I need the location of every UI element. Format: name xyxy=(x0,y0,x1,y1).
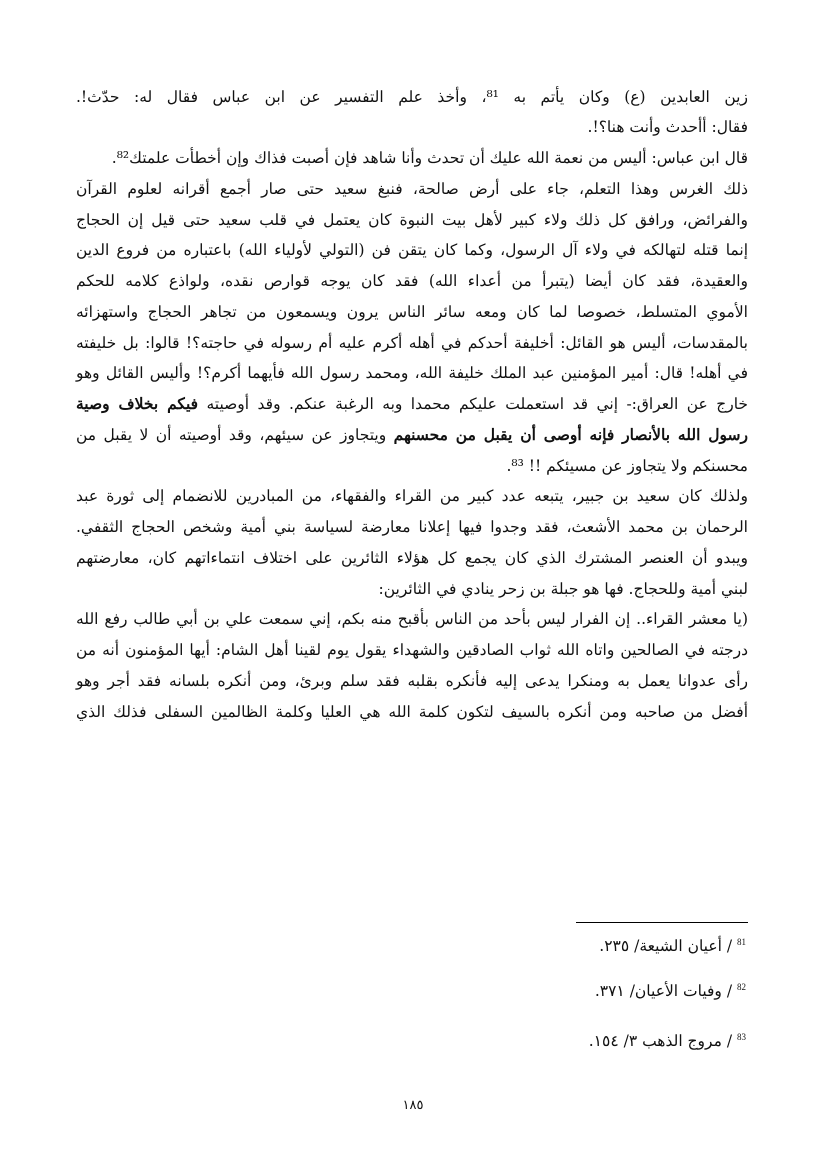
body-line: فقال: أأحدث وأنت هنا؟!. xyxy=(587,118,748,136)
body-line: محسنكم ولا يتجاوز عن مسيئكم !! ⁸³. xyxy=(506,457,748,475)
body-line: أفضل من صاحبه ومن أنكره بالسيف لتكون كلمة الله هي العليا وكلمة الظالمين السفلى فذلك الذي xyxy=(76,703,748,721)
footnote-number: 82 xyxy=(737,982,746,992)
page-number: ١٨٥ xyxy=(402,1098,424,1113)
body-line: رأى عدوانا يعمل به ومنكرا يدعى إليه فأنكره بقلبه فقد سلم وبرئ، ومن أنكره بلسانه فقد أجر وهو xyxy=(76,672,748,690)
footnote-separator xyxy=(576,922,748,923)
body-line: بالمقدسات، أليس هو القائل: أخليفة أحدكم في أهله أكرم عليه أم رسوله في حاجته؟! قالوا: بل خليفته xyxy=(76,334,748,352)
body-line: ولذلك كان سعيد بن جبير، يتبعه عدد كبير من القراء والفقهاء، من المبادرين للانضمام إلى ثورة عبد xyxy=(76,487,748,505)
body-text: ويتجاوز عن سيئهم، وقد أوصيته أن لا يقبل من xyxy=(76,426,387,444)
footnote xyxy=(589,1032,746,1050)
body-text: خارج عن العراق:- إني قد استعملت عليكم محمدا وبه الرغبة عنكم. وقد أوصيته xyxy=(206,395,749,413)
body-line: قال ابن عباس: أليس من نعمة الله عليك أن تحدث وأنا شاهد فإن أصبت فذاك وإن أخطأت علمتك⁸². xyxy=(111,149,748,167)
body-line: ذلك الغرس وهذا التعلم، جاء على أرض صالحة، فنبغ سعيد حتى صار أجمع أقرانه لعلوم القرآن xyxy=(76,180,748,198)
footnote-text: / أعيان الشيعة/ ٢٣٥. xyxy=(599,937,733,956)
body-line: لبني أمية وللحجاج. فها هو جبلة بن زحر ينادي في الثائرين: xyxy=(378,580,748,598)
footnote-number: 83 xyxy=(737,1032,746,1042)
body-line: الرحمان بن محمد الأشعث، فقد وجدوا فيها إعلانا معارضة لسياسة بني أمية وشخص الحجاج الثقفي. xyxy=(76,518,748,536)
footnote-number: 81 xyxy=(737,937,746,947)
body-line: زين العابدين (ع) وكان يأتم به ⁸¹، وأخذ علم التفسير عن ابن عباس فقال له: حدّث!. xyxy=(76,88,748,106)
body-line: إنما قتله لتهالكه في ولاء آل الرسول، وكما كان يتقن فن (التولي لأولياء الله) باعتباره من فروع الدين xyxy=(76,241,748,259)
body-line: في أهله! قال: أمير المؤمنين عبد الملك خليفة الله، ومحمد رسول الله فأيهما أكرم؟! وأليس القائل وهو xyxy=(76,364,748,382)
bold-text: فيكم بخلاف وصية xyxy=(76,394,199,413)
body-line xyxy=(76,393,748,415)
body-line: (يا معشر القراء.. إن الفرار ليس بأحد من الناس بأقبح منه بكم، إني سمعت علي بن أبي طالب رفع الله xyxy=(76,610,748,628)
body-line: ويبدو أن العنصر المشترك الذي كان يجمع كل هؤلاء الثائرين على اختلاف انتماءاتهم كان، معارضتهم xyxy=(76,549,748,567)
body-line: والفرائض، ورافق كل ذلك ولاء كبير لأهل بيت النبوة كان يعتمل في قلب سعيد حتى قيل إن الحجاج xyxy=(76,211,748,229)
bold-text: رسول الله بالأنصار فإنه أوصى أن يقبل من محسنهم xyxy=(393,425,749,444)
body-line: الأموي المتسلط، خصوصا لما كان ومعه سائر الناس يرون ويسمعون من تجاهر الحجاج واستهزائه xyxy=(76,303,748,321)
footnote xyxy=(599,937,746,955)
body-line: والعقيدة، فقد كان أيضا (يتبرأ من أعداء الله) فقد كان يوجه قوارص نقده، ولواذع كلامه للحكم xyxy=(76,272,748,290)
body-line xyxy=(76,424,748,446)
footnote-text: / مروج الذهب ٣/ ١٥٤. xyxy=(588,1032,733,1051)
body-line: درجته في الصالحين واتاه الله ثواب الصادقين والشهداء يقول يوم لقينا أهل الشام: أيها المؤمنون أنه من xyxy=(76,641,748,659)
footnote xyxy=(595,982,746,1000)
footnote-text: / وفيات الأعيان/ ٣٧١. xyxy=(594,982,733,1001)
